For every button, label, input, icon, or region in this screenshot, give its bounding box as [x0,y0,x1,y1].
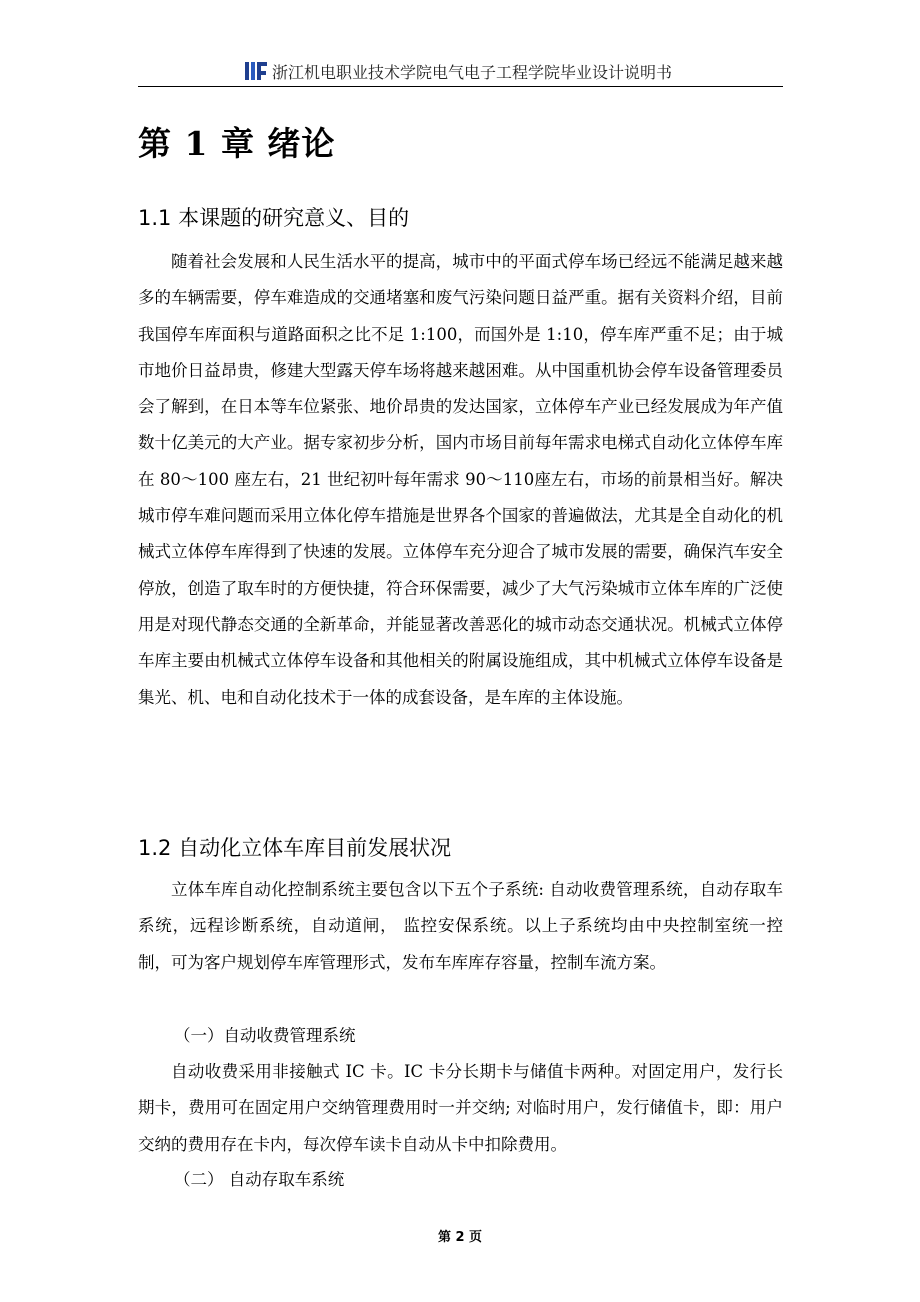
page-header [138,58,783,87]
chapter-title: 第 1 章 绪论 [138,124,336,163]
section-1-2-paragraph: 立体车库自动化控制系统主要包含以下五个子系统: 自动收费管理系统，自动存取车系统，远程诊断系统，自动道闸， 监控安保系统。以上子系统均由中央控制室统一控制，可为客户规划停车库管理形式，发布车库库存容量，控制车流方案。 [138,880,783,972]
section-title-1-1: 1.1 本课题的研究意义、目的 [138,206,410,230]
header-content [244,58,672,84]
page-number: 第 2 页 [437,1230,483,1245]
subsection-title-parking: （二） 自动存取车系统 [174,1170,345,1189]
section-1-1-paragraph: 随着社会发展和人民生活水平的提高，城市中的平面式停车场已经远不能满足越来越多的车辆需要，停车难造成的交通堵塞和废气污染问题日益严重。据有关资料介绍，目前我国停车库面积与道路面积之比不足 1:100，而国外是 1:10，停车库严重不足；由于城市地价日益昂贵，修建大型露天停车场将越来越困难。从中国重机协会停车设备管理委员会了解到，在日本等车位紧张、地价昂贵的发达国家，立体停车产业已经发展成为年产值数十亿美元的大产业。据专家初步分析，国内市场目前每年需求电梯式自动化立体停车库在 80～100 座左右，21 世纪初叶每年需求 90～110座左右，市场的前景相当好。解决城市停车难问题而采用立体化停车措施是世界各个国家的普遍做法，尤其是全自动化的机械式立体停车库得到了快速的发展。立体停车充分迎合了城市发展的需要，确保汽车安全停放，创造了取车时的方便快捷，符合环保需要，减少了大气污染城市立体车库的广泛使用是对现代静态交通的全新革命，并能显著改善恶化的城市动态交通状况。机械式立体停车库主要由机械式立体停车设备和其他相关的附属设施组成，其中机械式立体停车设备是集光、机、电和自动化技术于一体的成套设备，是车库的主体设施。 [138,252,783,707]
header-title: 浙江机电职业技术学院电气电子工程学院毕业设计说明书 [272,62,673,82]
college-logo-icon [244,60,268,82]
subsection-toll-paragraph: 自动收费采用非接触式 IC 卡。IC 卡分长期卡与储值卡两种。对固定用户，发行长期卡，费用可在固定用户交纳管理费用时一并交纳; 对临时用户，发行储值卡，即：用户交纳的费用存在卡内，每次停车读卡自动从卡中扣除费用。 [138,1062,783,1154]
subsection-title-toll: （一）自动收费管理系统 [174,1026,356,1045]
section-title-1-2: 1.2 自动化立体车库目前发展状况 [138,836,452,860]
